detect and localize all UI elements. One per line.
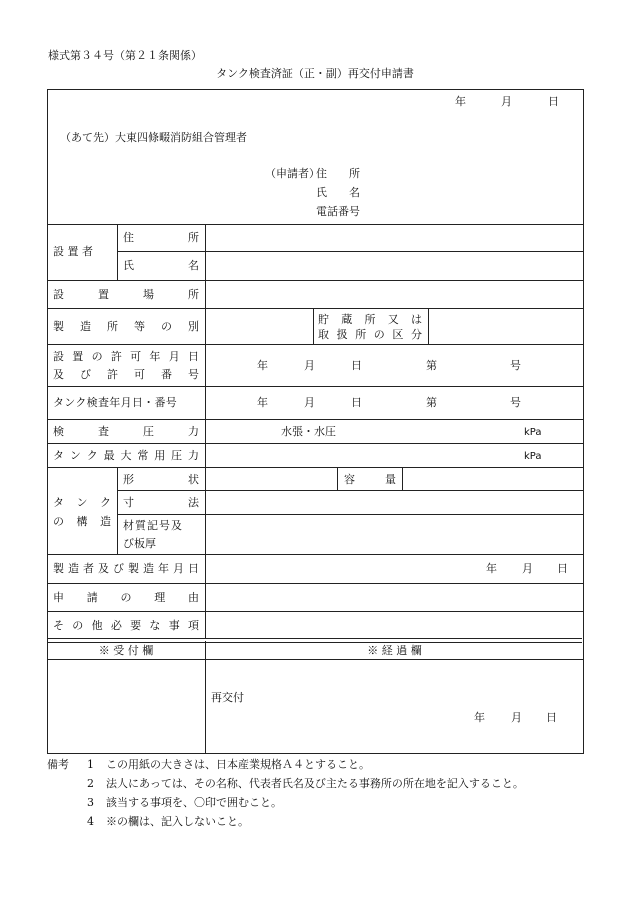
max-pressure-unit: kPa (524, 451, 542, 462)
form-title: タンク検査済証（正・副）再交付申請書 (216, 67, 414, 80)
addressee: （あて先）大東四條畷消防組合管理者 (60, 131, 247, 144)
permit-label-2: 及 び 許 可 番 号 (53, 368, 199, 381)
note-number: 3 (87, 796, 94, 809)
shape-label: 形 状 (123, 473, 199, 486)
note-text: ※の欄は、記入しないこと。 (106, 815, 249, 828)
permit-month: 月 (304, 359, 315, 372)
manufacturer-label: 製 造 者 及 び 製 造 年 月 日 (53, 562, 199, 575)
material-label-2: び板厚 (123, 537, 156, 550)
inspection-label: タンク検査年月日・番号 (53, 396, 178, 409)
max-pressure-label: タ ン ク 最 大 常 用 圧 力 (53, 449, 199, 462)
applicant-phone-label: 電話番号 (316, 205, 360, 218)
reissue-day: 日 (546, 711, 557, 724)
dimension-label: 寸 法 (123, 496, 199, 509)
applicant-address-label: 住 所 (316, 167, 360, 180)
permit-num-suffix: 号 (510, 359, 521, 372)
manufacture-year: 年 (486, 562, 497, 575)
inspection-day: 日 (351, 396, 362, 409)
permit-num-prefix: 第 (426, 359, 437, 372)
material-label-1: 材質記号及 (123, 519, 183, 532)
storage-class-label-1: 貯 蔵 所 又 は (318, 313, 422, 326)
pressure-unit: kPa (524, 427, 542, 438)
note-number: 4 (87, 815, 94, 828)
location-label: 設 置 場 所 (53, 288, 199, 301)
inspection-year: 年 (257, 396, 268, 409)
installer-address-label: 住 所 (123, 231, 199, 244)
note-text: 該当する事項を、〇印で囲むこと。 (106, 796, 282, 809)
structure-label-2: の 構 造 (53, 515, 111, 528)
note-number: 1 (87, 758, 94, 771)
reason-label: 申 請 の 理 由 (53, 591, 199, 604)
structure-label-1: タ ン ク (53, 496, 111, 509)
reissue-label: 再交付 (211, 691, 244, 704)
date-year-label: 年 (455, 95, 466, 108)
applicant-label: （申請者） (265, 167, 320, 180)
note-text: この用紙の大きさは、日本産業規格Ａ４とすること。 (106, 758, 370, 771)
inspection-num-prefix: 第 (426, 396, 437, 409)
permit-day: 日 (351, 359, 362, 372)
inspection-month: 月 (304, 396, 315, 409)
reception-column-header: ※ 受 付 欄 (98, 644, 154, 657)
note-text: 法人にあっては、その名称、代表者氏名及び主たる事務所の所在地を記入すること。 (106, 777, 524, 790)
installer-name-label: 氏 名 (123, 259, 199, 272)
notes-label: 備考 (47, 758, 69, 771)
other-label: そ の 他 必 要 な 事 項 (53, 619, 199, 632)
permit-label-1: 設 置 の 許 可 年 月 日 (53, 350, 199, 363)
capacity-label: 容 量 (344, 473, 396, 486)
reissue-month: 月 (511, 711, 522, 724)
reissue-year: 年 (474, 711, 485, 724)
storage-class-label-2: 取 扱 所 の 区 分 (318, 328, 422, 341)
form-number: 様式第３４号（第２１条関係） (48, 49, 202, 62)
date-month-label: 月 (501, 95, 512, 108)
inspection-num-suffix: 号 (510, 396, 521, 409)
manufacture-month: 月 (522, 562, 533, 575)
pressure-type: 水張・水圧 (281, 425, 336, 438)
date-day-label: 日 (548, 95, 559, 108)
note-number: 2 (87, 777, 94, 790)
permit-year: 年 (257, 359, 268, 372)
applicant-name-label: 氏 名 (316, 186, 360, 199)
progress-column-header: ※ 経 過 欄 (367, 644, 422, 657)
pressure-label: 検 査 圧 力 (53, 425, 199, 438)
installer-label: 設 置 者 (53, 245, 93, 258)
manufacture-day: 日 (557, 562, 568, 575)
facility-type-label: 製 造 所 等 の 別 (53, 320, 199, 333)
